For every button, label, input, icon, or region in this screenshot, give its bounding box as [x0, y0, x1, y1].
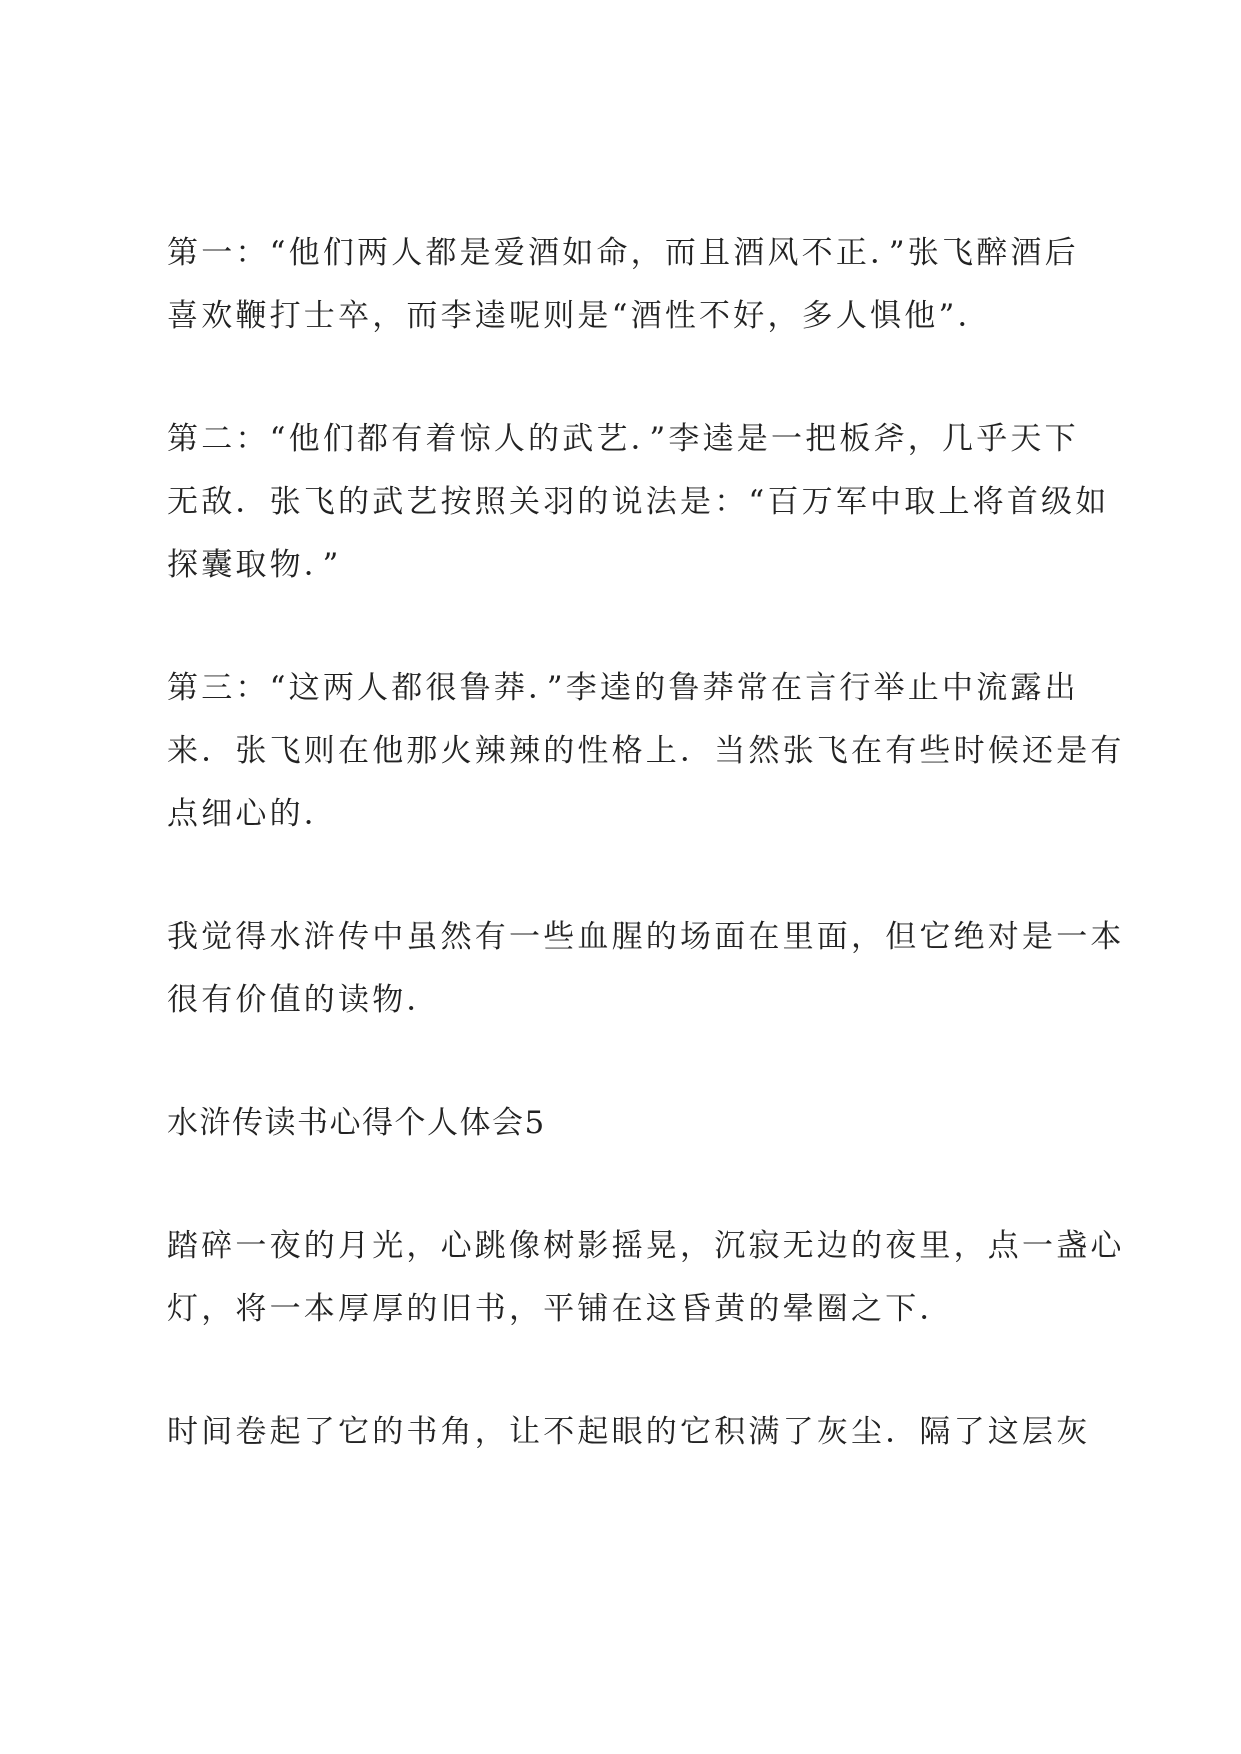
- text-line: 第三：“这两人都很鲁莽．”李逵的鲁莽常在言行举止中流露出: [167, 670, 1079, 706]
- paragraph: [167, 657, 1125, 846]
- text-line: 第二：“他们都有着惊人的武艺．”李逵是一把板斧，几乎天下: [167, 421, 1079, 457]
- text-line: 时间卷起了它的书角，让不起眼的它积满了灰尘．隔了这层灰: [167, 1414, 1091, 1450]
- paragraph: [167, 1215, 1125, 1341]
- text-line: 探囊取物．”: [167, 547, 342, 583]
- paragraph: [167, 1401, 1097, 1464]
- text-line: 喜欢鞭打士卒，而李逵呢则是“酒性不好，多人惧他”．: [167, 298, 992, 334]
- section-title: 水浒传读书心得个人体会5: [167, 1105, 546, 1141]
- text-line: 很有价值的读物．: [167, 982, 441, 1018]
- paragraph: [167, 222, 1097, 348]
- text-line: 踏碎一夜的月光，心跳像树影摇晃，沉寂无边的夜里，点一盏心: [167, 1228, 1125, 1264]
- document-body: [167, 222, 1125, 1464]
- paragraph: [167, 408, 1110, 597]
- section-heading: [167, 1092, 1097, 1155]
- text-line: 我觉得水浒传中虽然有一些血腥的场面在里面，但它绝对是一本: [167, 919, 1125, 955]
- text-line: 无敌．张飞的武艺按照关羽的说法是：“百万军中取上将首级如: [167, 484, 1110, 520]
- text-line: 灯，将一本厚厚的旧书，平铺在这昏黄的晕圈之下．: [167, 1291, 954, 1327]
- paragraph: [167, 906, 1125, 1032]
- text-line: 来．张飞则在他那火辣辣的性格上．当然张飞在有些时候还是有: [167, 733, 1125, 769]
- text-line: 点细心的．: [167, 796, 338, 832]
- text-line: 第一：“他们两人都是爱酒如命，而且酒风不正．”张飞醉酒后: [167, 235, 1079, 271]
